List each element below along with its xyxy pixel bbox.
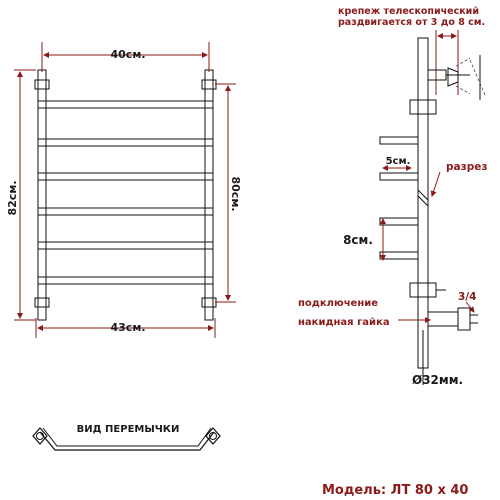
right-height-label: 80см. — [229, 176, 242, 212]
front-view — [6, 42, 242, 338]
mount-top-left — [35, 80, 49, 89]
telescopic-mount — [428, 70, 446, 80]
bridge-nut-right — [206, 428, 220, 444]
mount-label-line2: раздвигается от 3 до 8 см. — [338, 17, 486, 28]
mount-label-line1: крепеж телескопический — [338, 6, 479, 17]
gap-label: 5см. — [385, 156, 411, 167]
model-label: Модель: ЛТ 80 х 40 — [322, 483, 469, 498]
mount-bottom-right — [202, 298, 216, 307]
rung — [38, 139, 213, 146]
top-width-label: 40см. — [110, 48, 146, 61]
side-view — [298, 6, 487, 387]
pipe-offset-label: 8см. — [343, 233, 373, 247]
left-height-label: 82см. — [6, 180, 19, 216]
cut-label: разрез — [446, 161, 488, 173]
bottom-collar — [410, 283, 436, 297]
rung — [38, 173, 213, 180]
side-upright — [418, 38, 428, 368]
thread-label: 3/4 — [458, 291, 477, 303]
rung — [38, 208, 213, 215]
cap-nut — [458, 308, 470, 330]
bottom-width-label: 43см. — [110, 321, 146, 334]
mount-bottom-left — [35, 298, 49, 307]
bridge-view — [33, 424, 220, 450]
connection-label-line2: накидная гайка — [298, 317, 390, 328]
rungs — [38, 101, 213, 284]
mount-top-right — [202, 80, 216, 89]
bridge-view-label: ВИД ПЕРЕМЫЧКИ — [76, 424, 180, 435]
rung — [38, 101, 213, 108]
rung — [38, 242, 213, 249]
connection-label-line1: подключение — [298, 298, 379, 309]
top-collar — [410, 100, 436, 114]
rung — [38, 277, 213, 284]
diameter-label: Ø32мм. — [412, 373, 464, 387]
connection-fitting — [428, 312, 458, 326]
